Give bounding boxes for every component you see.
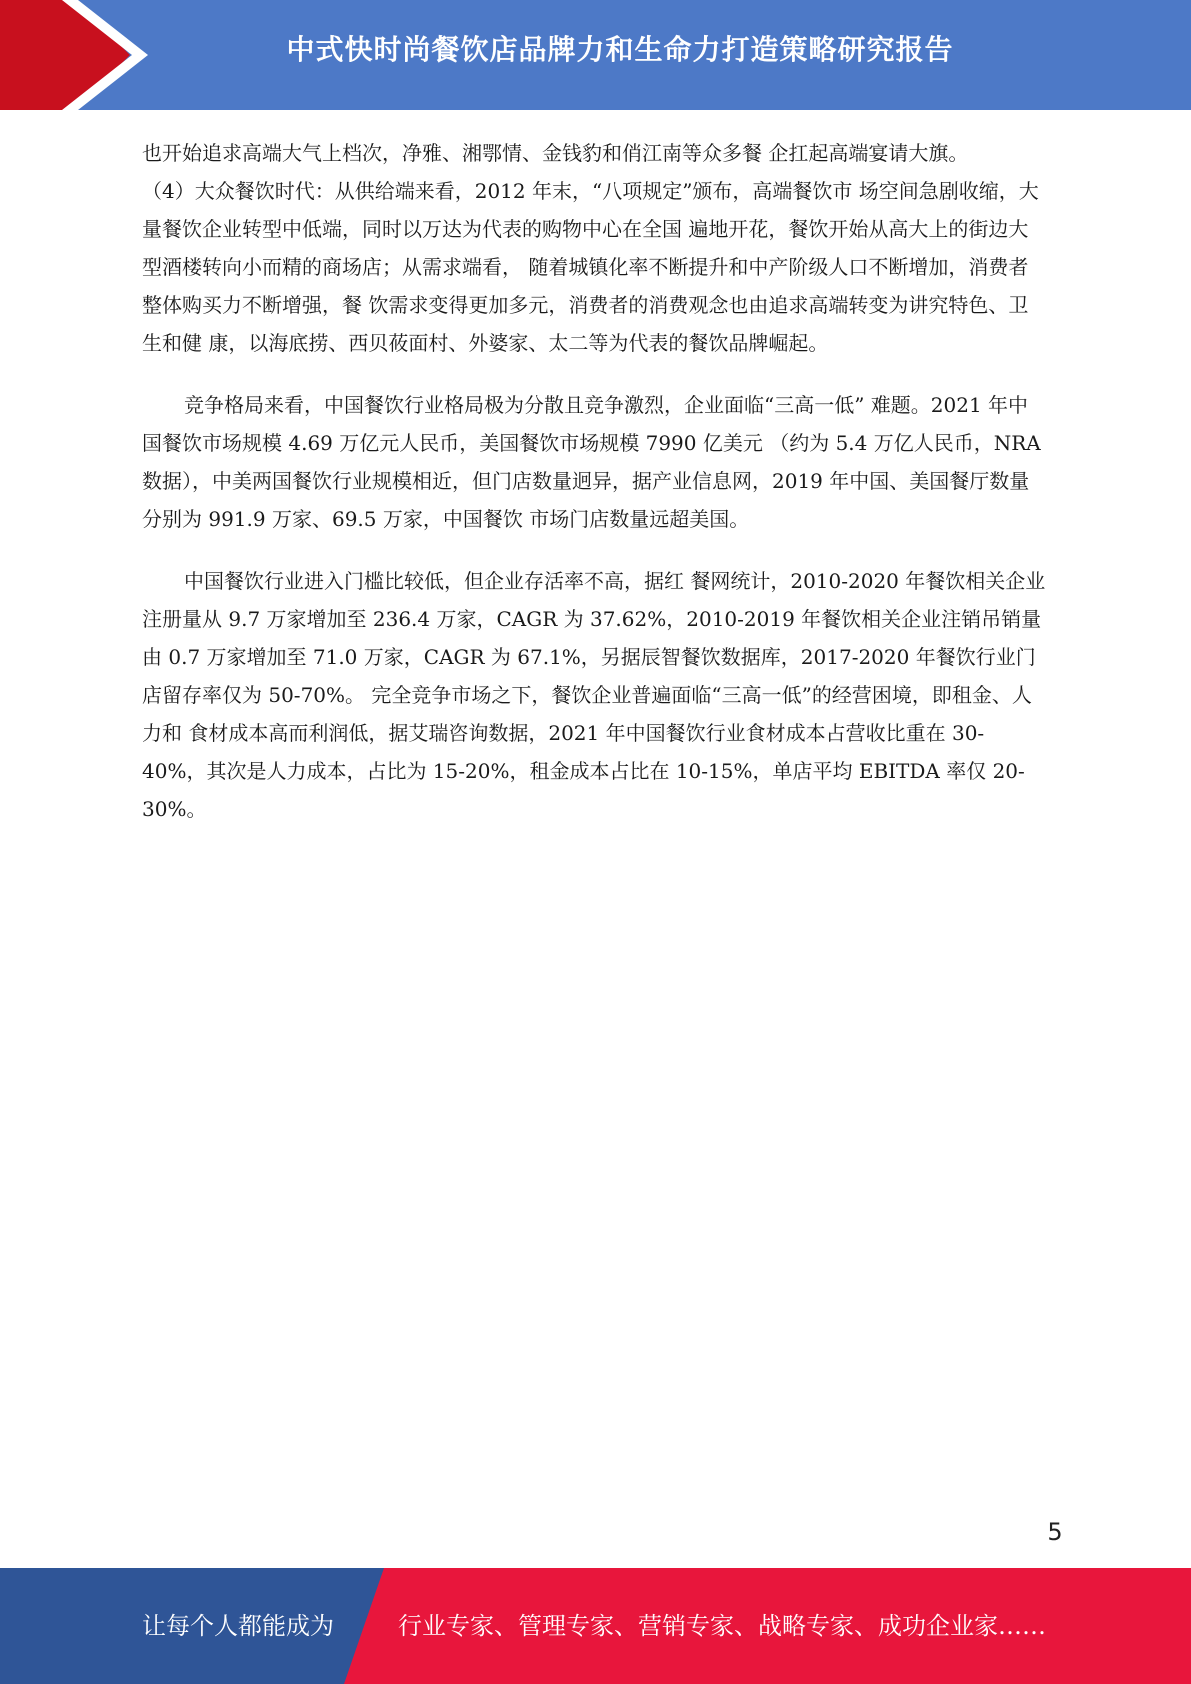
footer-slogan-left: 让每个人都能成为 <box>142 1612 334 1640</box>
footer-slogan-right: 行业专家、管理专家、营销专家、战略专家、成功企业家…… <box>398 1612 1046 1640</box>
report-title: 中式快时尚餐饮店品牌力和生命力打造策略研究报告 <box>286 33 954 66</box>
page-number: 5 <box>1047 1518 1063 1546</box>
paragraph-entry-barrier: 中国餐饮行业进入门槛比较低，但企业存活率不高，据红 餐网统计，2010-2020 年餐饮相关企业注册量从 9.7 万家增加至 236.4 万家，CAGR 为 37.62%，2010-2019 年餐饮相关企业注销吊销量由 0.7 万家增加至 71.0 万家，CAGR 为 67.1%，另据辰智餐饮数据库，2017-2020 年餐饮行业门店留存率仅为 50-70%。 完全竞争市场之下，餐饮企业普遍面临“三高一低”的经营困境，即租金、人力和 食材成本高而利润低，据艾瑞咨询数据，2021 年中国餐饮行业食材成本占营收比重在 30-40%，其次是人力成本，占比为 15-20%，租金成本占比在 10-15%，单店平均 EBITDA 率仅 20-30%。 <box>142 569 1046 821</box>
header-red-arrow <box>0 0 140 110</box>
paragraph-continuation: 也开始追求高端大气上档次，净雅、湘鄂情、金钱豹和俏江南等众多餐 企扛起高端宴请大旗。 <box>142 141 969 165</box>
paragraph-competition: 竞争格局来看，中国餐饮行业格局极为分散且竞争激烈，企业面临“三高一低” 难题。2021 年中国餐饮市场规模 4.69 万亿元人民币，美国餐饮市场规模 7990 亿美元 （约为 5.4 万亿人民币，NRA 数据），中美两国餐饮行业规模相近，但门店数量迥异，据产业信息网，2019 年中国、美国餐厅数量分别为 991.9 万家、69.5 万家，中国餐饮 市场门店数量远超美国。 <box>142 393 1041 531</box>
paragraph-mass-dining-era: （4）大众餐饮时代：从供给端来看，2012 年末，“八项规定”颁布，高端餐饮市 场空间急剧收缩，大量餐饮企业转型中低端，同时以万达为代表的购物中心在全国 遍地开花，餐饮开始从高大上的街边大型酒楼转向小而精的商场店；从需求端看， 随着城镇化率不断提升和中产阶级人口不断增加，消费者整体购买力不断增强，餐 饮需求变得更加多元，消费者的消费观念也由追求高端转变为讲究特色、卫生和健 康，以海底捞、西贝莜面村、外婆家、太二等为代表的餐饮品牌崛起。 <box>142 179 1039 355</box>
body-text <box>142 134 1047 828</box>
page-footer <box>0 1568 1191 1684</box>
page-header <box>0 0 1191 110</box>
